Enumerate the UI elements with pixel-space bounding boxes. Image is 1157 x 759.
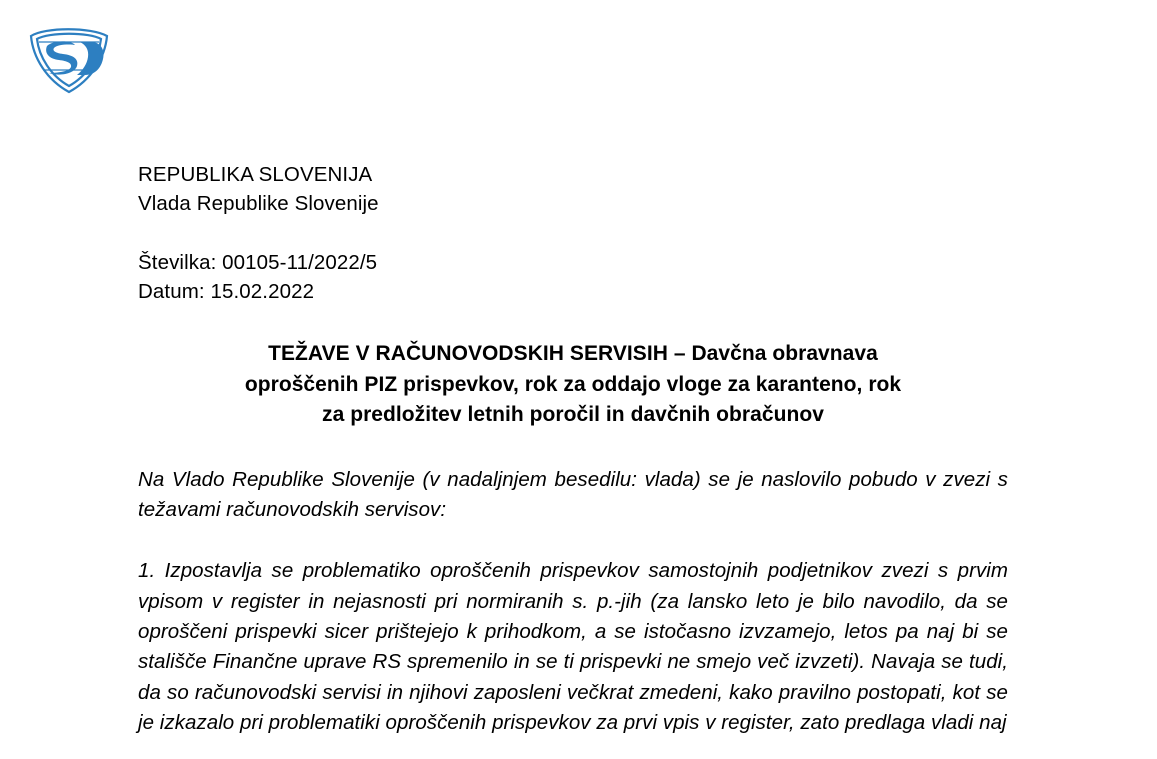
- sd-shield-logo-icon: [25, 22, 113, 96]
- page-title-line-3: za predložitev letnih poročil in davčnih obračunov: [322, 403, 824, 427]
- letterhead-line-2: Vlada Republike Slovenije: [138, 192, 379, 216]
- paragraph-item-1: 1. Izpostavlja se problematiko oproščenih prispevkov samostojnih podjetnikov zvezi s prvim vpisom v register in nejasnosti pri normiranih s. p.-jih (za lansko leto je bilo navodilo, da se oproščeni prispevki sicer prištejejo k prihodkom, a se istočasno izvzamejo, letos pa naj bi se stališče Finančne uprave RS spremenilo in se ti prispevki ne smejo več izvzeti). Navaja se tudi, da so računovodski servisi in njihovi zaposleni večkrat zmedeni, kako pravilno postopati, kot se je izkazalo pri problematiki oproščenih prispevkov za prvi vpis v register, zato predlaga vladi naj: [138, 559, 1008, 735]
- page-title-line-1: TEŽAVE V RAČUNOVODSKIH SERVISIH – Davčna obravnava: [268, 342, 878, 366]
- document-body: [138, 160, 1008, 759]
- document-reference: [138, 248, 1008, 306]
- reference-number: Številka: 00105-11/2022/5: [138, 251, 378, 275]
- reference-date: Datum: 15.02.2022: [138, 280, 315, 304]
- letterhead-line-1: REPUBLIKA SLOVENIJA: [138, 163, 373, 186]
- page-title: [138, 339, 1008, 430]
- intro-paragraph: Na Vlado Republike Slovenije (v nadaljnjem besedilu: vlada) se je naslovilo pobudo v zvezi s težavami računovodskih servisov:: [138, 467, 1008, 522]
- page-title-line-2: oproščenih PIZ prispevkov, rok za oddajo vloge za karanteno, rok: [244, 372, 902, 396]
- letterhead: [138, 160, 1008, 218]
